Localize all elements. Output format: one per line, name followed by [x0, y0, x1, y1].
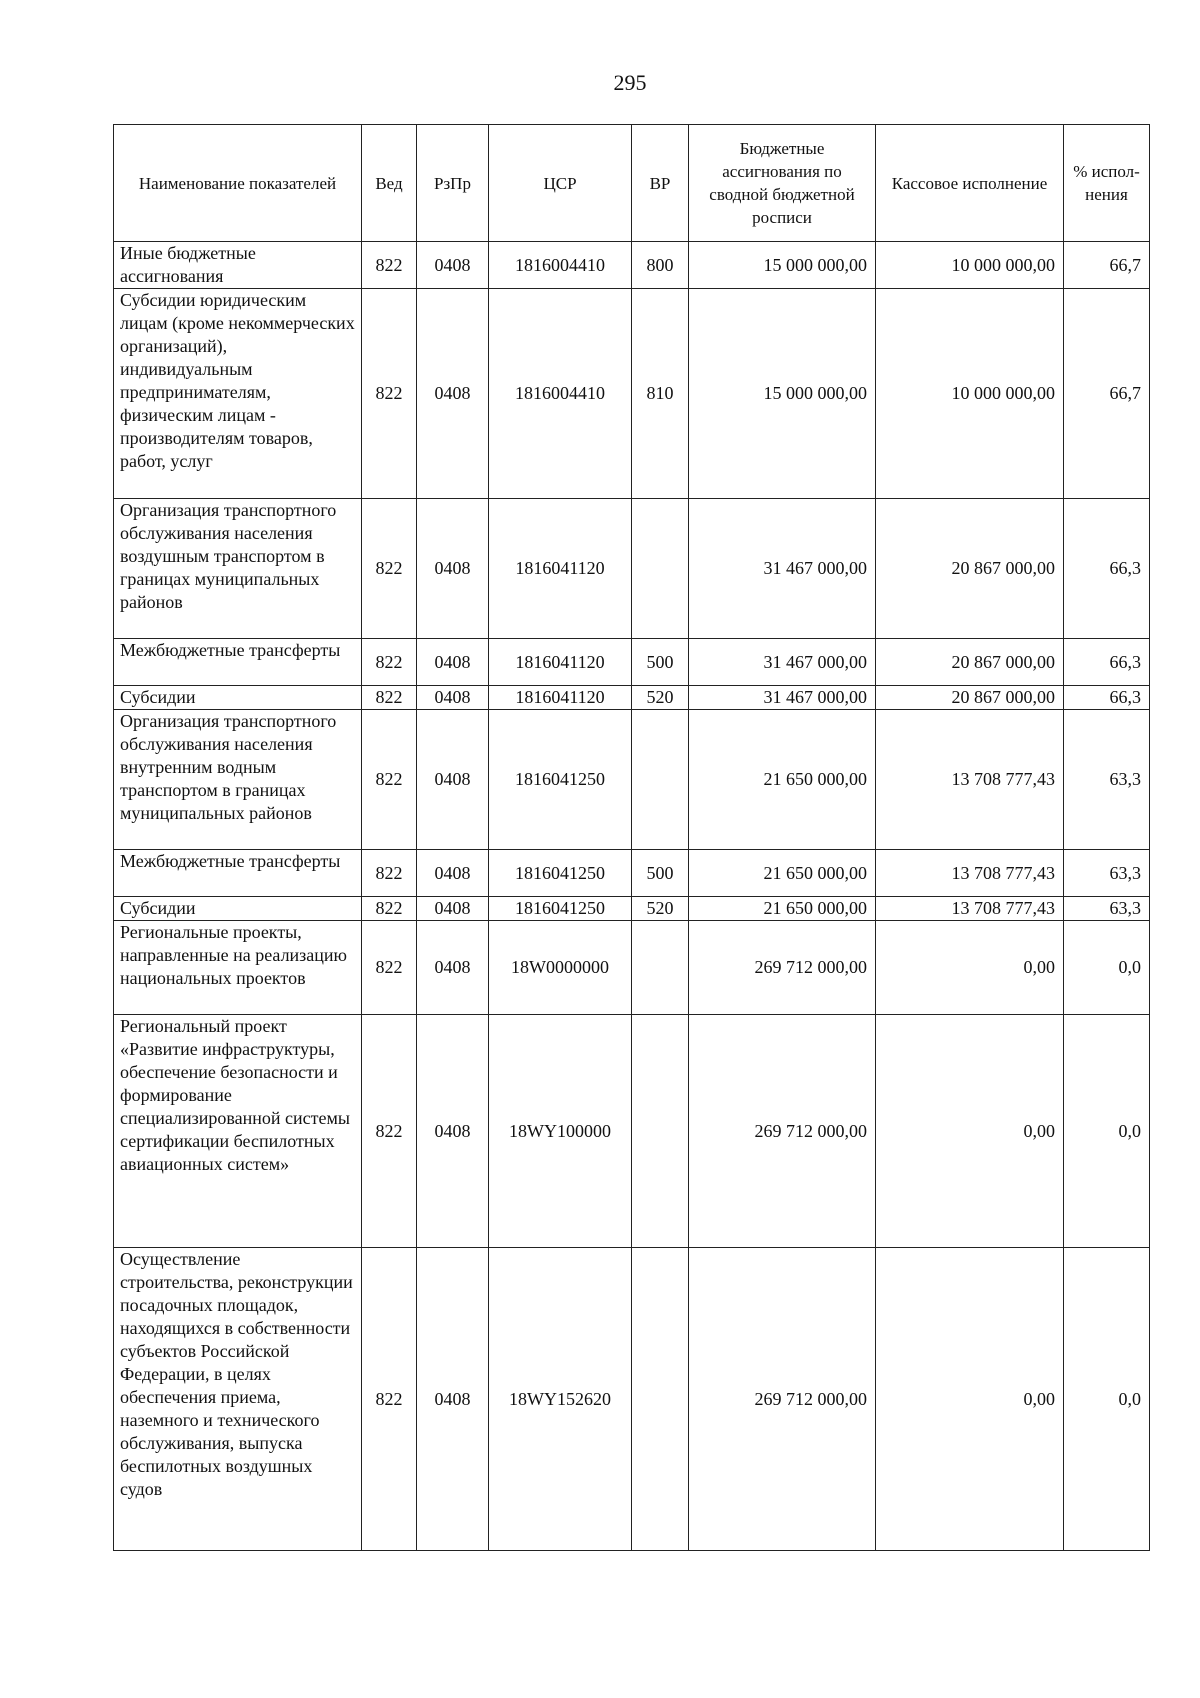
- row-assignment: 21 650 000,00: [689, 850, 876, 897]
- row-percent: 63,3: [1064, 850, 1150, 897]
- row-name: Организация транспортного обслуживания населения внутренним водным транспортом в границах муниципальных районов: [114, 710, 362, 850]
- header-csr: ЦСР: [489, 125, 632, 242]
- row-vr: [632, 1015, 689, 1248]
- row-percent: 0,0: [1064, 1015, 1150, 1248]
- row-rzpr: 0408: [417, 921, 489, 1015]
- row-execution: 10 000 000,00: [876, 289, 1064, 499]
- row-rzpr: 0408: [417, 289, 489, 499]
- row-assignment: 31 467 000,00: [689, 686, 876, 710]
- row-ved: 822: [362, 499, 417, 639]
- row-ved: 822: [362, 850, 417, 897]
- table-row: [114, 499, 1150, 639]
- row-rzpr: 0408: [417, 639, 489, 686]
- header-assignments: Бюджетные ассигнования по сводной бюджетной росписи: [689, 125, 876, 242]
- row-rzpr: 0408: [417, 710, 489, 850]
- row-rzpr: 0408: [417, 1015, 489, 1248]
- row-csr: 1816041250: [489, 710, 632, 850]
- table-row: [114, 897, 1150, 921]
- header-cash-execution: Кассовое исполнение: [876, 125, 1064, 242]
- row-execution: 10 000 000,00: [876, 242, 1064, 289]
- row-vr: 800: [632, 242, 689, 289]
- budget-table: [113, 124, 1150, 1551]
- table-row: [114, 289, 1150, 499]
- row-vr: 810: [632, 289, 689, 499]
- row-execution: 0,00: [876, 1248, 1064, 1551]
- table-header-row: [114, 125, 1150, 242]
- row-csr: 1816041120: [489, 686, 632, 710]
- row-percent: 66,3: [1064, 639, 1150, 686]
- row-name: Региональный проект «Развитие инфраструктуры, обеспечение безопасности и формирование специализированной системы сертификации беспилотных авиационных систем»: [114, 1015, 362, 1248]
- row-csr: 1816004410: [489, 289, 632, 499]
- header-rzpr: РзПр: [417, 125, 489, 242]
- table-row: [114, 921, 1150, 1015]
- row-rzpr: 0408: [417, 850, 489, 897]
- row-name: Субсидии: [114, 686, 362, 710]
- row-vr: 520: [632, 686, 689, 710]
- row-name: Региональные проекты, направленные на реализацию национальных проектов: [114, 921, 362, 1015]
- row-assignment: 15 000 000,00: [689, 289, 876, 499]
- table-row: [114, 1015, 1150, 1248]
- row-ved: 822: [362, 1248, 417, 1551]
- page-number: 295: [613, 70, 647, 95]
- row-ved: 822: [362, 289, 417, 499]
- row-vr: [632, 1248, 689, 1551]
- row-ved: 822: [362, 710, 417, 850]
- row-ved: 822: [362, 242, 417, 289]
- row-assignment: 269 712 000,00: [689, 921, 876, 1015]
- row-ved: 822: [362, 1015, 417, 1248]
- row-name: Осуществление строительства, реконструкции посадочных площадок, находящихся в собственности субъектов Российской Федерации, в целях обеспечения приема, наземного и технического обслуживания, выпуска беспилотных воздушных судов: [114, 1248, 362, 1551]
- row-assignment: 269 712 000,00: [689, 1248, 876, 1551]
- row-rzpr: 0408: [417, 1248, 489, 1551]
- table-row: [114, 1248, 1150, 1551]
- row-csr: 1816041250: [489, 850, 632, 897]
- row-execution: 13 708 777,43: [876, 710, 1064, 850]
- row-percent: 63,3: [1064, 897, 1150, 921]
- row-csr: 1816004410: [489, 242, 632, 289]
- row-execution: 20 867 000,00: [876, 686, 1064, 710]
- table-row: [114, 242, 1150, 289]
- row-execution: 13 708 777,43: [876, 897, 1064, 921]
- row-rzpr: 0408: [417, 686, 489, 710]
- row-rzpr: 0408: [417, 499, 489, 639]
- row-execution: 13 708 777,43: [876, 850, 1064, 897]
- row-vr: [632, 710, 689, 850]
- row-vr: [632, 921, 689, 1015]
- row-ved: 822: [362, 921, 417, 1015]
- row-assignment: 31 467 000,00: [689, 639, 876, 686]
- table-row: [114, 850, 1150, 897]
- row-execution: 20 867 000,00: [876, 499, 1064, 639]
- row-percent: 66,7: [1064, 242, 1150, 289]
- row-csr: 18WY100000: [489, 1015, 632, 1248]
- header-name: Наименование показателей: [114, 125, 362, 242]
- row-ved: 822: [362, 686, 417, 710]
- row-percent: 63,3: [1064, 710, 1150, 850]
- row-assignment: 269 712 000,00: [689, 1015, 876, 1248]
- row-name: Межбюджетные трансферты: [114, 850, 362, 897]
- row-percent: 66,7: [1064, 289, 1150, 499]
- row-name: Субсидии юридическим лицам (кроме некоммерческих организаций), индивидуальным предпринимателям, физическим лицам - производителям товаров, работ, услуг: [114, 289, 362, 499]
- row-csr: 1816041120: [489, 499, 632, 639]
- row-csr: 18WY152620: [489, 1248, 632, 1551]
- row-rzpr: 0408: [417, 242, 489, 289]
- row-percent: 66,3: [1064, 686, 1150, 710]
- row-name: Межбюджетные трансферты: [114, 639, 362, 686]
- row-name: Субсидии: [114, 897, 362, 921]
- table-row: [114, 686, 1150, 710]
- table-row: [114, 710, 1150, 850]
- row-assignment: 21 650 000,00: [689, 710, 876, 850]
- row-percent: 66,3: [1064, 499, 1150, 639]
- header-vr: ВР: [632, 125, 689, 242]
- row-vr: [632, 499, 689, 639]
- row-name: Иные бюджетные ассигнования: [114, 242, 362, 289]
- row-execution: 0,00: [876, 921, 1064, 1015]
- row-vr: 500: [632, 639, 689, 686]
- row-percent: 0,0: [1064, 1248, 1150, 1551]
- row-assignment: 15 000 000,00: [689, 242, 876, 289]
- table-body: [114, 242, 1150, 1551]
- row-csr: 18W0000000: [489, 921, 632, 1015]
- row-csr: 1816041250: [489, 897, 632, 921]
- row-ved: 822: [362, 639, 417, 686]
- row-ved: 822: [362, 897, 417, 921]
- row-rzpr: 0408: [417, 897, 489, 921]
- row-execution: 20 867 000,00: [876, 639, 1064, 686]
- row-vr: 520: [632, 897, 689, 921]
- table-row: [114, 639, 1150, 686]
- row-execution: 0,00: [876, 1015, 1064, 1248]
- row-vr: 500: [632, 850, 689, 897]
- header-ved: Вед: [362, 125, 417, 242]
- header-percent: % испол-нения: [1064, 125, 1150, 242]
- row-assignment: 31 467 000,00: [689, 499, 876, 639]
- row-name: Организация транспортного обслуживания населения воздушным транспортом в границах муниципальных районов: [114, 499, 362, 639]
- row-assignment: 21 650 000,00: [689, 897, 876, 921]
- row-percent: 0,0: [1064, 921, 1150, 1015]
- row-csr: 1816041120: [489, 639, 632, 686]
